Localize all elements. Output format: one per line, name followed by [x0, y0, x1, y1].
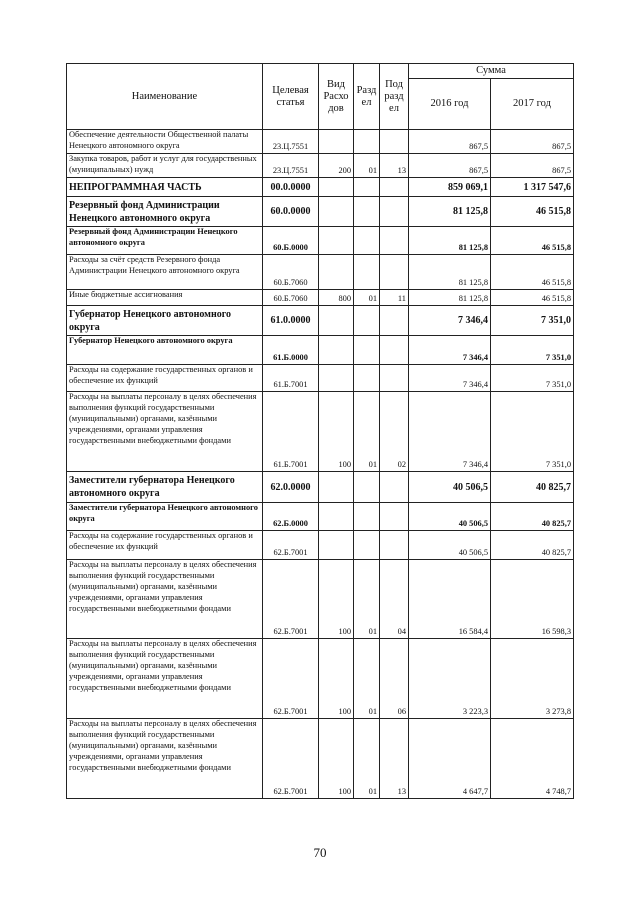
- table-row: [67, 560, 574, 639]
- row-name: Закупка товаров, работ и услуг для государственных (муниципальных) нужд: [67, 154, 263, 178]
- row-expense-type: [319, 365, 354, 392]
- row-expense-type: [319, 336, 354, 365]
- row-expense-type: 100: [319, 719, 354, 799]
- row-sum-2016: 3 223,3: [409, 639, 491, 719]
- row-expense-type: [319, 130, 354, 154]
- table-row: [67, 154, 574, 178]
- row-sum-2017: 16 598,3: [491, 560, 574, 639]
- table-row: [67, 255, 574, 290]
- row-section: [354, 255, 380, 290]
- row-sum-2016: 859 069,1: [409, 178, 491, 197]
- row-name: Резервный фонд Администрации Ненецкого автономного округа: [67, 197, 263, 227]
- row-sum-2016: 40 506,5: [409, 472, 491, 503]
- row-subsection: 04: [380, 560, 409, 639]
- row-subsection: [380, 365, 409, 392]
- row-sum-2016: 867,5: [409, 130, 491, 154]
- row-sum-2017: 46 515,8: [491, 227, 574, 255]
- row-sum-2016: 40 506,5: [409, 503, 491, 531]
- row-section: [354, 227, 380, 255]
- table-row: [67, 227, 574, 255]
- row-expense-type: 100: [319, 639, 354, 719]
- row-sum-2016: 4 647,7: [409, 719, 491, 799]
- row-section: [354, 130, 380, 154]
- row-sum-2017: 7 351,0: [491, 392, 574, 472]
- row-sum-2017: 46 515,8: [491, 255, 574, 290]
- row-expense-type: 200: [319, 154, 354, 178]
- row-sum-2017: 7 351,0: [491, 336, 574, 365]
- row-name: Резервный фонд Администрации Ненецкого автономного округа: [67, 227, 263, 255]
- row-sum-2016: 81 125,8: [409, 290, 491, 306]
- row-subsection: 13: [380, 719, 409, 799]
- row-name: Обеспечение деятельности Общественной палаты Ненецкого автономного округа: [67, 130, 263, 154]
- row-target-article: 00.0.0000: [263, 178, 319, 197]
- row-section: [354, 336, 380, 365]
- row-expense-type: 100: [319, 392, 354, 472]
- row-expense-type: [319, 306, 354, 336]
- row-sum-2016: 16 584,4: [409, 560, 491, 639]
- row-sum-2016: 81 125,8: [409, 227, 491, 255]
- row-target-article: 61.0.0000: [263, 306, 319, 336]
- row-expense-type: [319, 531, 354, 560]
- table-row: [67, 290, 574, 306]
- row-name: Расходы на содержание государственных органов и обеспечение их функций: [67, 365, 263, 392]
- table-row: [67, 306, 574, 336]
- row-sum-2016: 7 346,4: [409, 306, 491, 336]
- row-section: [354, 503, 380, 531]
- row-sum-2016: 7 346,4: [409, 336, 491, 365]
- row-name: НЕПРОГРАММНАЯ ЧАСТЬ: [67, 178, 263, 197]
- row-sum-2017: 4 748,7: [491, 719, 574, 799]
- row-sum-2016: 7 346,4: [409, 392, 491, 472]
- row-target-article: 61.Б.7001: [263, 392, 319, 472]
- row-name: Иные бюджетные ассигнования: [67, 290, 263, 306]
- row-section: [354, 197, 380, 227]
- page-number: 70: [313, 845, 327, 860]
- row-subsection: 11: [380, 290, 409, 306]
- row-section: [354, 178, 380, 197]
- row-target-article: 60.0.0000: [263, 197, 319, 227]
- row-name: Расходы на выплаты персоналу в целях обеспечения выполнения функций государственными (муниципальными) органами, казёнными учреждениями, органами управления государственными внебюджетными фондами: [67, 392, 263, 472]
- row-expense-type: 100: [319, 560, 354, 639]
- row-sum-2017: 3 273,8: [491, 639, 574, 719]
- header-section: Разд ел: [354, 64, 380, 130]
- row-name: Заместители губернатора Ненецкого автономного округа: [67, 503, 263, 531]
- row-expense-type: [319, 503, 354, 531]
- row-subsection: [380, 197, 409, 227]
- row-subsection: [380, 227, 409, 255]
- row-name: Расходы на выплаты персоналу в целях обеспечения выполнения функций государственными (муниципальными) органами, казёнными учреждениями, органами управления государственными внебюджетными фондами: [67, 639, 263, 719]
- row-subsection: [380, 255, 409, 290]
- row-sum-2017: 40 825,7: [491, 472, 574, 503]
- row-sum-2017: 7 351,0: [491, 306, 574, 336]
- row-target-article: 62.Б.7001: [263, 560, 319, 639]
- row-name: Расходы за счёт средств Резервного фонда Администрации Ненецкого автономного округа: [67, 255, 263, 290]
- row-sum-2017: 867,5: [491, 154, 574, 178]
- row-sum-2017: 46 515,8: [491, 197, 574, 227]
- row-sum-2016: 867,5: [409, 154, 491, 178]
- row-expense-type: 800: [319, 290, 354, 306]
- table-row: [67, 639, 574, 719]
- row-target-article: 60.Б.7060: [263, 255, 319, 290]
- row-expense-type: [319, 197, 354, 227]
- row-target-article: 61.Б.0000: [263, 336, 319, 365]
- row-target-article: 23.Ц.7551: [263, 154, 319, 178]
- row-target-article: 62.Б.7001: [263, 639, 319, 719]
- row-sum-2017: 46 515,8: [491, 290, 574, 306]
- row-expense-type: [319, 472, 354, 503]
- row-name: Расходы на содержание государственных органов и обеспечение их функций: [67, 531, 263, 560]
- row-sum-2017: 7 351,0: [491, 365, 574, 392]
- table-row: [67, 178, 574, 197]
- row-section: 01: [354, 719, 380, 799]
- row-target-article: 62.0.0000: [263, 472, 319, 503]
- row-section: [354, 472, 380, 503]
- row-section: 01: [354, 560, 380, 639]
- table-row: [67, 130, 574, 154]
- table-row: [67, 392, 574, 472]
- header-subsection: Под разд ел: [380, 64, 409, 130]
- header-name: Наименование: [67, 64, 263, 130]
- header-sum: Сумма: [409, 64, 574, 79]
- row-name: Расходы на выплаты персоналу в целях обеспечения выполнения функций государственными (муниципальными) органами, казёнными учреждениями, органами управления государственными внебюджетными фондами: [67, 719, 263, 799]
- table-row: [67, 365, 574, 392]
- row-subsection: 06: [380, 639, 409, 719]
- row-name: Губернатор Ненецкого автономного округа: [67, 306, 263, 336]
- row-expense-type: [319, 178, 354, 197]
- table-row: [67, 531, 574, 560]
- row-target-article: 23.Ц.7551: [263, 130, 319, 154]
- budget-table: [66, 63, 574, 799]
- row-target-article: 62.Б.7001: [263, 719, 319, 799]
- row-subsection: 02: [380, 392, 409, 472]
- row-expense-type: [319, 255, 354, 290]
- row-sum-2016: 81 125,8: [409, 197, 491, 227]
- table-row: [67, 503, 574, 531]
- row-section: 01: [354, 290, 380, 306]
- table-row: [67, 197, 574, 227]
- row-section: [354, 365, 380, 392]
- row-target-article: 62.Б.7001: [263, 531, 319, 560]
- row-section: 01: [354, 392, 380, 472]
- header-expense-type: Вид Расхо дов: [319, 64, 354, 130]
- row-name: Расходы на выплаты персоналу в целях обеспечения выполнения функций государственными (муниципальными) органами, казёнными учреждениями, органами управления государственными внебюджетными фондами: [67, 560, 263, 639]
- row-subsection: [380, 178, 409, 197]
- header-2016: 2016 год: [409, 79, 491, 130]
- table-row: [67, 336, 574, 365]
- row-subsection: [380, 130, 409, 154]
- row-target-article: 62.Б.0000: [263, 503, 319, 531]
- row-section: 01: [354, 154, 380, 178]
- row-section: [354, 531, 380, 560]
- row-name: Заместители губернатора Ненецкого автономного округа: [67, 472, 263, 503]
- header-2017: 2017 год: [491, 79, 574, 130]
- row-sum-2016: 7 346,4: [409, 365, 491, 392]
- row-subsection: [380, 336, 409, 365]
- row-sum-2017: 1 317 547,6: [491, 178, 574, 197]
- row-expense-type: [319, 227, 354, 255]
- row-target-article: 60.Б.7060: [263, 290, 319, 306]
- row-name: Губернатор Ненецкого автономного округа: [67, 336, 263, 365]
- row-sum-2016: 81 125,8: [409, 255, 491, 290]
- row-section: 01: [354, 639, 380, 719]
- row-subsection: [380, 531, 409, 560]
- row-sum-2017: 40 825,7: [491, 503, 574, 531]
- row-subsection: 13: [380, 154, 409, 178]
- row-subsection: [380, 306, 409, 336]
- row-subsection: [380, 503, 409, 531]
- row-target-article: 60.Б.0000: [263, 227, 319, 255]
- row-target-article: 61.Б.7001: [263, 365, 319, 392]
- header-target-article: Целевая статья: [263, 64, 319, 130]
- row-subsection: [380, 472, 409, 503]
- row-sum-2016: 40 506,5: [409, 531, 491, 560]
- row-section: [354, 306, 380, 336]
- table-row: [67, 472, 574, 503]
- table-row: [67, 719, 574, 799]
- row-sum-2017: 867,5: [491, 130, 574, 154]
- row-sum-2017: 40 825,7: [491, 531, 574, 560]
